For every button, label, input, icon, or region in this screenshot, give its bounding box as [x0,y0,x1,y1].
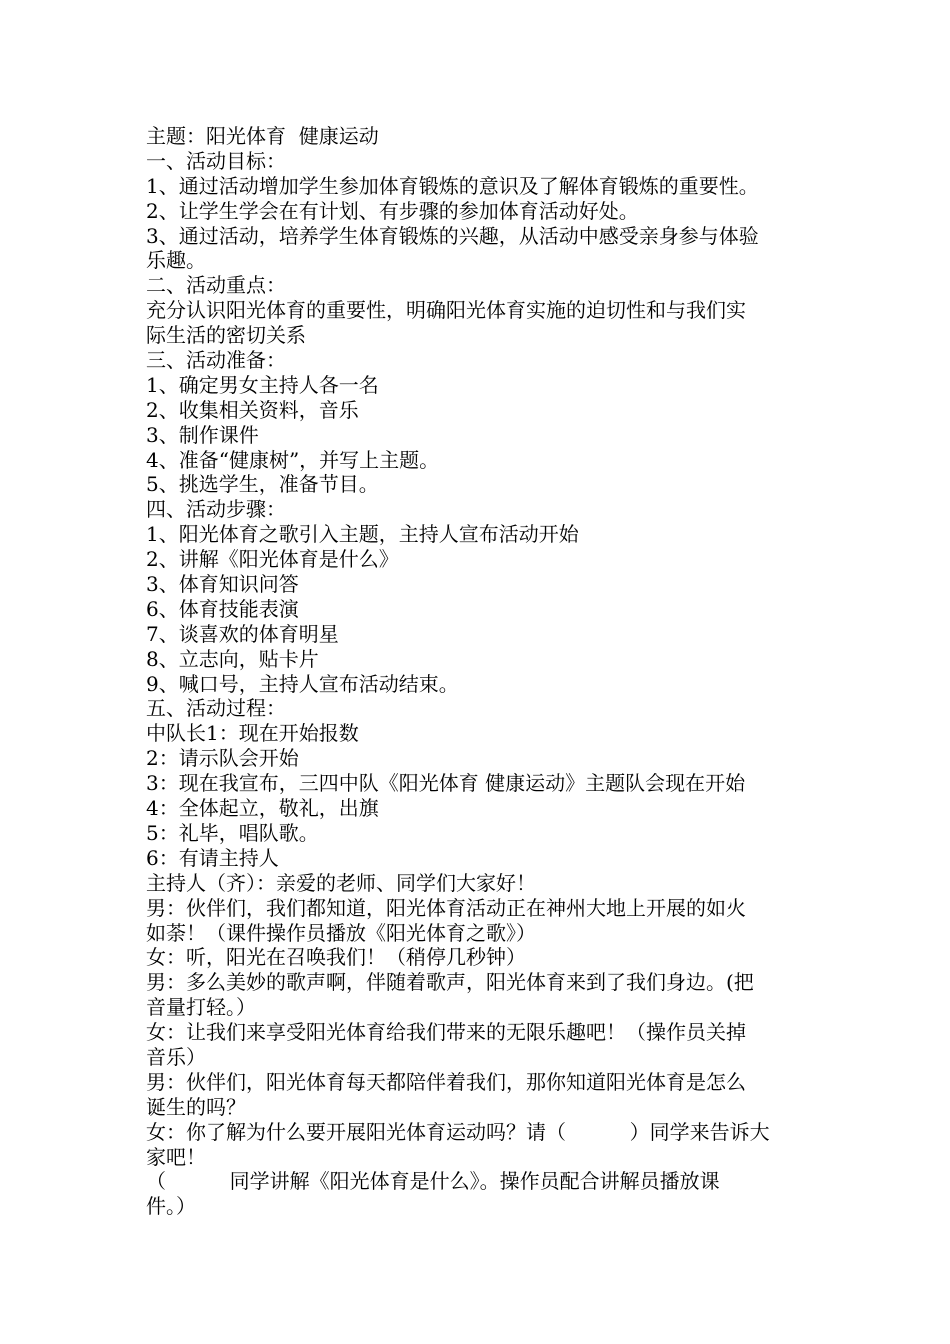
text-line: 6：有请主持人 [146,845,279,870]
text-line: 中队长1：现在开始报数 [146,721,359,746]
text-line: 9、喊口号，主持人宣布活动结束。 [146,671,459,696]
text-line: 1、确定男女主持人各一名 [146,372,379,397]
text-line: 际生活的密切关系 [146,323,306,348]
section-heading: 四、活动步骤： [146,497,286,522]
section-heading: 二、活动重点： [146,273,286,298]
text-line: 男：伙伴们，我们都知道，阳光体育活动正在神州大地上开展的如火 [146,895,746,920]
text-line: 家吧！ [146,1144,206,1169]
text-line: 6、体育技能表演 [146,596,299,621]
text-line: 1、通过活动增加学生参加体育锻炼的意识及了解体育锻炼的重要性。 [146,173,759,198]
text-line: （ 同学讲解《阳光体育是什么》。操作员配合讲解员播放课 [146,1169,720,1194]
text-line: 2：请示队会开始 [146,746,299,771]
text-line: 2、讲解《阳光体育是什么》 [146,547,399,572]
text-line: 充分认识阳光体育的重要性，明确阳光体育实施的迫切性和与我们实 [146,298,746,323]
text-line: 女：你了解为什么要开展阳光体育运动吗？请（ ）同学来告诉大 [146,1119,770,1144]
text-line: 5、挑选学生，准备节目。 [146,472,379,497]
section-heading: 一、活动目标： [146,148,286,173]
text-line: 女：听，阳光在召唤我们！（稍停几秒钟） [146,945,526,970]
text-line: 2、收集相关资料，音乐 [146,397,359,422]
text-line: 男：多么美妙的歌声啊，伴随着歌声，阳光体育来到了我们身边。(把 [146,970,754,995]
text-line: 5：礼毕，唱队歌。 [146,820,319,845]
text-line: 2、让学生学会在有计划、有步骤的参加体育活动好处。 [146,198,639,223]
text-line: 如荼！（课件操作员播放《阳光体育之歌》） [146,920,536,945]
text-line: 3、体育知识问答 [146,572,299,597]
text-line: 主持人（齐）：亲爱的老师、同学们大家好！ [146,870,536,895]
text-line: 3、通过活动，培养学生体育锻炼的兴趣，从活动中感受亲身参与体验 [146,223,759,248]
text-line: 3、制作课件 [146,422,259,447]
text-line: 诞生的吗？ [146,1094,246,1119]
text-line: 男：伙伴们，阳光体育每天都陪伴着我们，那你知道阳光体育是怎么 [146,1069,746,1094]
text-line: 3：现在我宣布，三四中队《阳光体育 健康运动》主题队会现在开始 [146,771,746,796]
section-heading: 三、活动准备： [146,348,286,373]
text-line: 8、立志向，贴卡片 [146,646,319,671]
text-line: 7、谈喜欢的体育明星 [146,621,339,646]
text-line: 音乐） [146,1044,206,1069]
document-body [146,124,814,1219]
text-line: 1、阳光体育之歌引入主题，主持人宣布活动开始 [146,522,579,547]
text-line: 女：让我们来享受阳光体育给我们带来的无限乐趣吧！（操作员关掉 [146,1020,746,1045]
title-line: 主题：阳光体育 健康运动 [146,124,379,148]
text-line: 4：全体起立，敬礼，出旗 [146,796,379,821]
text-line: 4、准备“健康树”，并写上主题。 [146,447,440,472]
text-line: 件。） [146,1194,196,1219]
section-heading: 五、活动过程： [146,696,286,721]
text-line: 乐趣。 [146,248,206,273]
text-line: 音量打轻。） [146,995,256,1020]
